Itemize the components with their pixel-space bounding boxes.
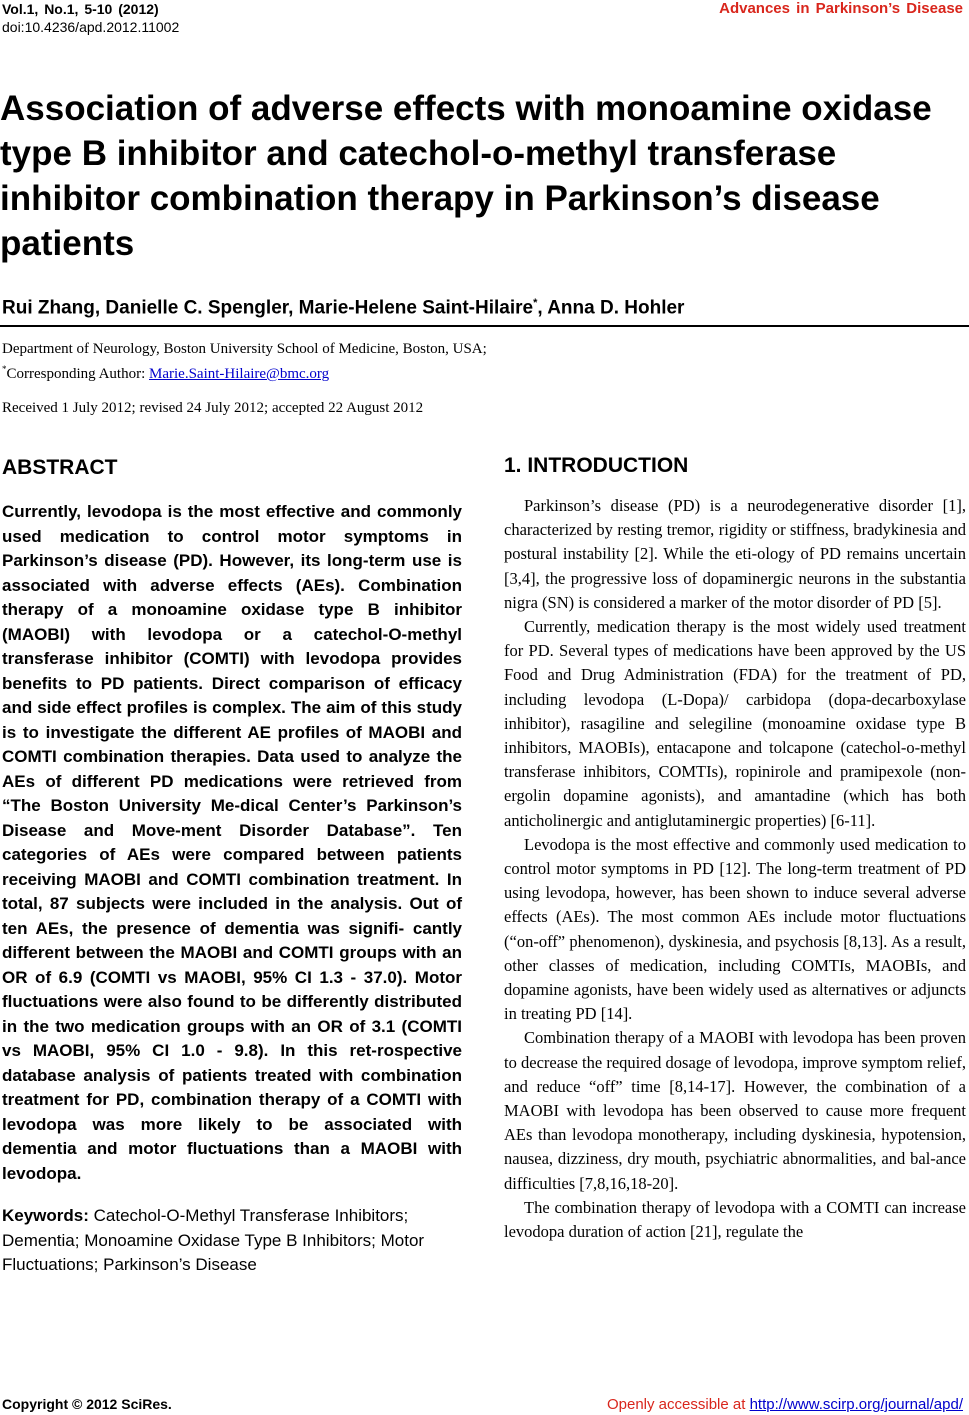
journal-name: Advances in Parkinson’s Disease <box>719 0 963 17</box>
volume-info: Vol.1, No.1, 5-10 (2012) <box>2 1 159 17</box>
journal-citation <box>2 0 179 36</box>
corresponding-label: Corresponding Author: <box>6 366 149 382</box>
intro-paragraph-4: Combination therapy of a MAOBI with levodopa has been proven to decrease the required dosage of levodopa, improve symptom relief, and reduce “off” time [8,14-17]. However, the combination of a MAOBI with levodopa has been observed to cause more frequent AEs than levodopa monotherapy, including dyskinesia, hypotension, nausea, dizziness, dry mouth, psychiatric abnormalities, and bal-ance difficulties [7,8,16,18-20]. <box>504 1028 966 1193</box>
article-title: Association of adverse effects with monoamine oxidase type B inhibitor and catechol-o-methyl transferase inhibitor combination therapy in Parkinson’s disease patients <box>0 89 932 263</box>
open-access-note <box>607 1396 963 1413</box>
intro-paragraph-3: Levodopa is the most effective and commonly used medication to control motor symptoms in PD [12]. The long-term treatment of PD using levodopa, however, has been shown to induce several adverse effects (AEs). The most common AEs include motor fluctuations (“on-off” phenomenon), dyskinesia, and psychosis [8,13]. As a result, other classes of medication, including COMTIs, MAOBIs, and dopamine agonists, have been widely used as alternatives or adjuncts in treating PD [14]. <box>504 834 966 1024</box>
affiliation: Department of Neurology, Boston University School of Medicine, Boston, USA; <box>2 341 487 357</box>
keywords <box>2 1204 462 1278</box>
corresponding-author <box>2 359 487 384</box>
received-dates: Received 1 July 2012; revised 24 July 2012; accepted 22 August 2012 <box>2 400 424 416</box>
authors-tail: , Anna D. Hohler <box>537 297 685 319</box>
doi: doi:10.4236/apd.2012.11002 <box>2 19 180 35</box>
abstract-column <box>2 456 462 1278</box>
abstract-text: Currently, levodopa is the most effective and commonly used medication to control motor symptoms in Parkinson’s disease (PD). However, its long-term use is associated with adverse effects (AEs). Combination therapy of a monoamine oxidase type B inhibitor (MAOBI) with levodopa or a catechol-O-methyl transferase inhibitor (COMTI) with levodopa provides benefits to PD patients. Direct comparison of efficacy and side effect profiles is complex. The aim of this study is to investigate the different AE profiles of MAOBI and COMTI combination therapies. Data used to analyze the AEs of different PD medications were retrieved from “The Boston University Me-dical Center’s Parkinson’s Disease and Move-ment Disorder Database”. Ten categories of AEs were compared between patients receiving MAOBI and COMTI combination treatment. In total, 87 subjects were included in the analysis. Out of ten AEs, the presence of dementia was signifi- cantly different between the MAOBI and COMTI groups with an OR of 6.9 (COMTI vs MAOBI, 95% CI 1.3 - 37.0). Motor fluctuations were also found to be differently distributed in the two medication groups with an OR of 3.1 (COMTI vs MAOBI, 95% CI 1.0 - 9.8). In this ret-rospective database analysis of patients treated with combination treatment for PD, combination therapy of a COMTI with levodopa was more likely to be associated with dementia and motor fluctuations than a MAOBI with levodopa. <box>2 502 462 1183</box>
introduction-body <box>504 494 966 1244</box>
authors-text: Rui Zhang, Danielle C. Spengler, Marie-Helene Saint-Hilaire <box>2 297 534 319</box>
copyright: Copyright © 2012 SciRes. <box>2 1396 172 1412</box>
corresponding-email-link[interactable]: Marie.Saint-Hilaire@bmc.org <box>149 366 330 382</box>
keywords-label: Keywords: <box>2 1206 89 1225</box>
intro-paragraph-1: Parkinson’s disease (PD) is a neurodegenerative disorder [1], characterized by resting tremor, rigidity or stiffness, bradykinesia and postural instability [2]. While the eti-ology of PD remains uncertain [3,4], the progressive loss of dopaminergic neurons in the substantia nigra (SN) is considered a marker of the motor disorder of PD [5]. <box>504 496 966 612</box>
access-label: Openly accessible at <box>606 1396 750 1413</box>
header-divider <box>0 325 969 327</box>
introduction-column <box>504 454 966 1244</box>
abstract-heading: ABSTRACT <box>2 456 118 479</box>
keywords-text: Catechol-O-Methyl Transferase Inhibitors; Dementia; Monoamine Oxidase Type B Inhibitors; Motor Fluctuations; Parkinson’s Disease <box>2 1206 425 1274</box>
affiliation-block <box>2 339 487 384</box>
journal-url-link[interactable]: http://www.scirp.org/journal/apd/ <box>749 1396 963 1413</box>
intro-paragraph-2: Currently, medication therapy is the most widely used treatment for PD. Several types of medications have been approved by the US Food and Drug Administration (FDA) for the treatment of PD, including levodopa (L-Dopa)/ carbidopa (dopa-decarboxylase inhibitor), rasagiline and selegiline (monoamine oxidase type B inhibitors, MAOBIs), entacapone and tolcapone (catechol-o-methyl transferase inhibitors, COMTIs), ropinirole and pramipexole (non-ergolin dopamine agonists), and amantadine (which has both anticholinergic and antiglutaminergic properties) [6-11]. <box>504 617 966 830</box>
corresponding-mark-2: * <box>2 364 7 374</box>
author-list <box>2 297 684 319</box>
corresponding-mark: * <box>533 297 538 309</box>
introduction-heading: 1. INTRODUCTION <box>504 454 689 477</box>
intro-paragraph-5: The combination therapy of levodopa with a COMTI can increase levodopa duration of action [21], regulate the <box>504 1197 966 1242</box>
